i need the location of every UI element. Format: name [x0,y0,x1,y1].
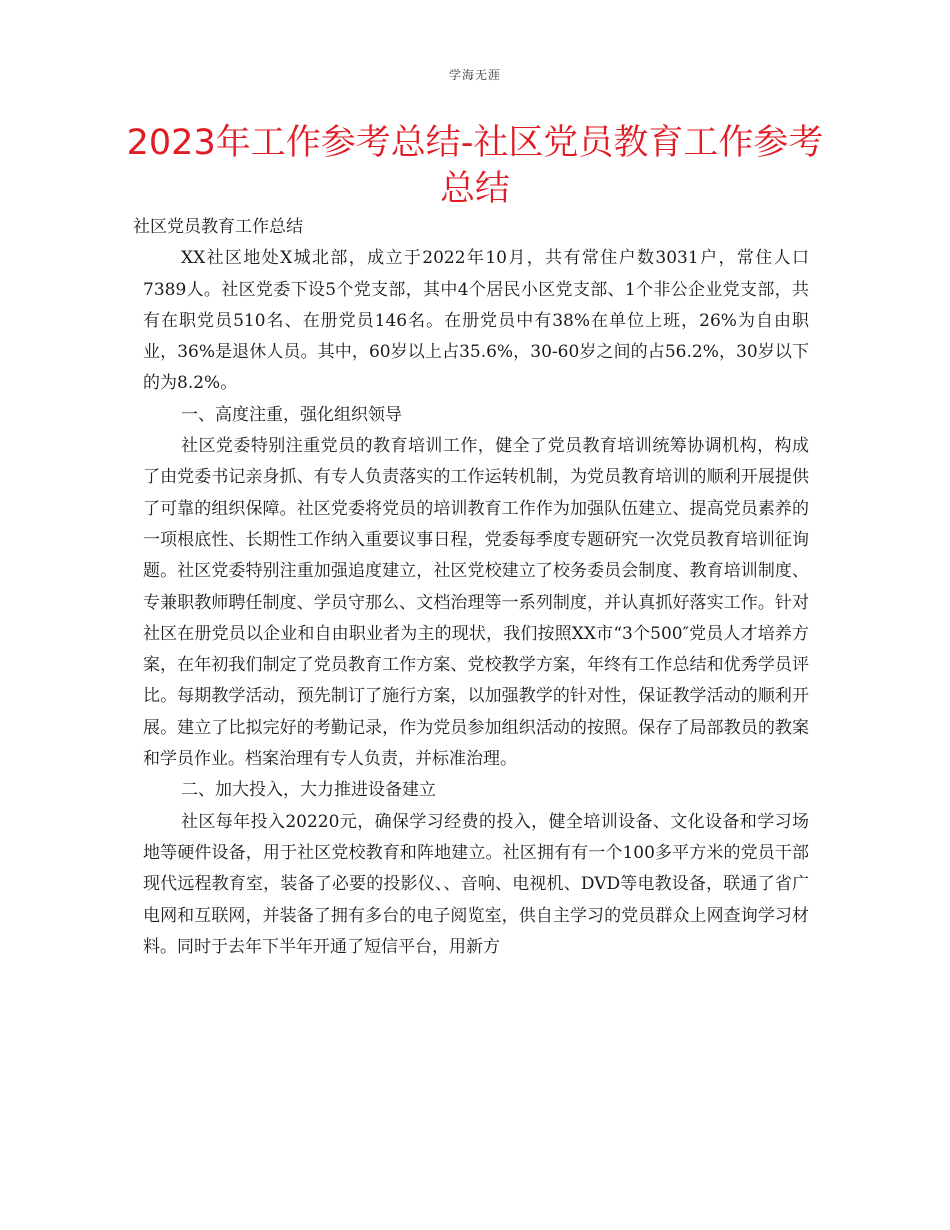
section-2-paragraph: 社区每年投入20220元，确保学习经费的投入，健全培训设备、文化设备和学习场地等硬件设备，用于社区党校教育和阵地建立。社区拥有有一个100多平方米的党员干部现代远程教育室，装备了必要的投影仪、、音响、电视机、DVD等电教设备，联通了省广电网和互联网，并装备了拥有多台的电子阅览室，供自主学习的党员群众上网查询学习材料。同时于去年下半年开通了短信平台，用新方 [143,811,809,957]
page-header: 学海无涯 [448,68,501,82]
document-subtitle: 社区党员教育工作总结 [133,217,303,237]
section-heading-2: 二、加大投入，大力推进设备建立 [181,780,436,801]
section-1-paragraph: 社区党委特别注重党员的教育培训工作，健全了党员教育培训统筹协调机构，构成了由党委书记亲身抓、有专人负责落实的工作运转机制，为党员教育培训的顺利开展提供了可靠的组织保障。社区党委将党员的培训教育工作作为加强队伍建立、提高党员素养的一项根底性、长期性工作纳入重要议事日程，党委每季度专题研究一次党员教育培训征询题。社区党委特别注重加强追度建立，社区党校建立了校务委员会制度、教育培训制度、专兼职教师聘任制度、学员守那么、文档治理等一系列制度，并认真抓好落实工作。针对社区在册党员以企业和自由职业者为主的现状，我们按照XX市“3个500″党员人才培养方案，在年初我们制定了党员教育工作方案、党校教学方案，年终有工作总结和优秀学员评比。每期教学活动，预先制订了施行方案，以加强教学的针对性，保证教学活动的顺利开展。建立了比拟完好的考勤记录，作为党员参加组织活动的按照。保存了局部教员的教案和学员作业。档案治理有专人负责，并标准治理。 [143,436,809,770]
document-title: 2023年工作参考总结-社区党员教育工作参考总结 [126,123,824,209]
document-body [133,212,809,963]
intro-paragraph: XX社区地处X城北部，成立于2022年10月，共有常住户数3031户，常住人口7389人。社区党委下设5个党支部，其中4个居民小区党支部、1个非公企业党支部，共有在职党员510名、在册党员146名。在册党员中有38%在单位上班，26%为自由职业，36%是退休人员。其中，60岁以上占35.6%，30-60岁之间的占56.2%，30岁以下的为8.2%。 [143,248,809,394]
section-heading-1: 一、高度注重，强化组织领导 [181,404,402,425]
